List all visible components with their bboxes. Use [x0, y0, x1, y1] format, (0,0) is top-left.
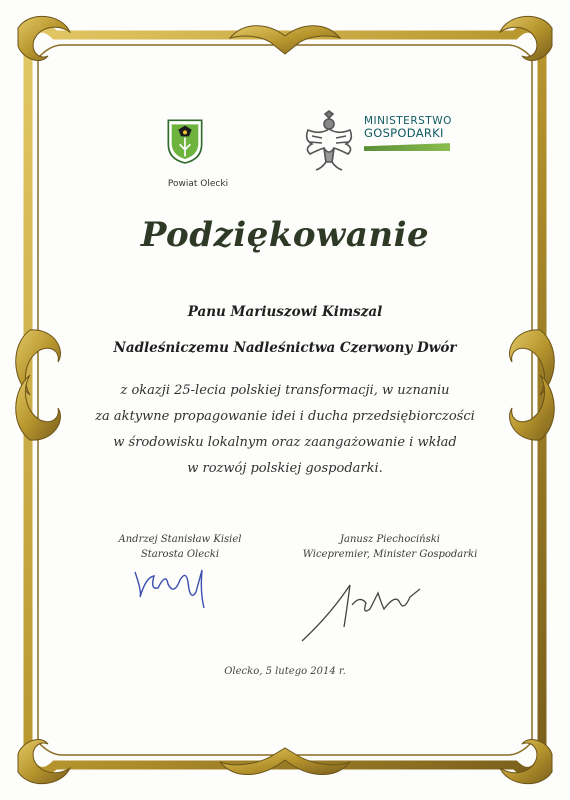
ministry-logo	[364, 116, 464, 151]
certificate-body	[70, 378, 500, 482]
signature-right	[300, 575, 440, 645]
signatory-left-name: Andrzej Stanisław Kisiel	[118, 534, 242, 545]
polish-eagle-emblem	[300, 110, 358, 178]
signatory-right	[290, 532, 490, 562]
ministry-stripe	[364, 143, 450, 151]
county-caption: Powiat Olecki	[167, 179, 229, 189]
signature-left	[130, 562, 210, 617]
place-and-date: Olecko, 5 lutego 2014 r.	[224, 666, 346, 677]
body-line: z okazji 25-lecia polskiej transformacji, w uznaniu	[120, 383, 450, 398]
body-line: za aktywne propagowanie idei i ducha przedsiębiorczości	[95, 409, 475, 424]
ministry-line2: GOSPODARKI	[364, 126, 444, 141]
recipient-name: Panu Mariuszowi Kimszal	[187, 304, 383, 320]
recipient-position: Nadleśniczemu Nadleśnictwa Czerwony Dwór	[113, 340, 457, 356]
signatory-right-role: Wicepremier, Minister Gospodarki	[302, 549, 478, 560]
body-line: w środowisku lokalnym oraz zaangażowanie i wkład	[113, 435, 457, 450]
signatory-left-role: Starosta Olecki	[140, 549, 220, 560]
signatory-right-name: Janusz Piechociński	[340, 534, 440, 545]
body-line: w rozwój polskiej gospodarki.	[187, 461, 383, 476]
signatory-left	[90, 532, 270, 562]
powiat-olecki-coat-of-arms	[165, 108, 225, 174]
certificate-title: Podziękowanie	[140, 215, 430, 255]
ministry-line1: MINISTERSTWO	[364, 115, 452, 127]
